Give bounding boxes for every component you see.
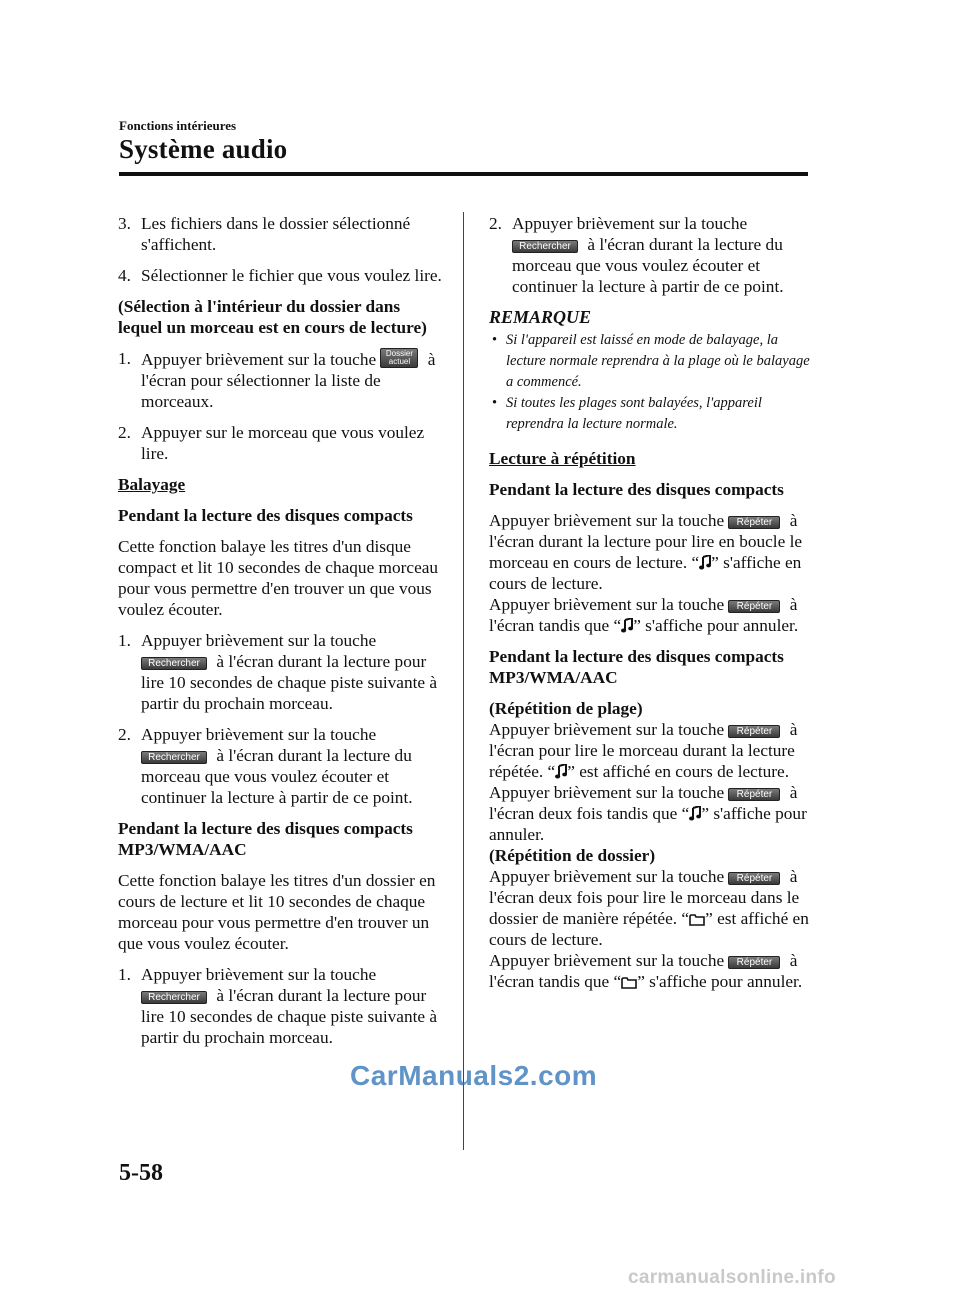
list-item: 1. Appuyer brièvement sur la touche Rechercher à l'écran durant la lecture pour lire 10 secondes de chaque piste suivante à partir du prochain morceau.	[118, 965, 438, 1047]
repeter-button[interactable]: Répéter	[728, 872, 780, 885]
list-item: 1. Appuyer brièvement sur la touche Rechercher à l'écran durant la lecture pour lire 10 secondes de chaque piste suivante à partir du prochain morceau.	[118, 631, 438, 713]
list-item: 2. Appuyer brièvement sur la touche Rechercher à l'écran durant la lecture du morceau que vous voulez écouter et continuer la lecture à partir de ce point.	[489, 214, 784, 296]
list-item: 4. Sélectionner le fichier que vous voulez lire.	[118, 266, 442, 285]
repetition-heading: Lecture à répétition	[489, 449, 636, 468]
list-item: 2. Appuyer sur le morceau que vous voulez lire.	[118, 423, 425, 463]
repeter-button[interactable]: Répéter	[728, 725, 780, 738]
header-rule	[119, 172, 808, 176]
note-item: • Si toutes les plages sont balayées, l'appareil reprendra la lecture normale.	[492, 395, 762, 432]
plage-repeat-cancel: Appuyer brièvement sur la touche Répéter à l'écran deux fois tandis que “ ” s'affiche pour annuler.	[489, 783, 807, 844]
right-column	[489, 213, 815, 992]
cd-repeat-heading: Pendant la lecture des disques compacts	[489, 480, 784, 499]
note-item: • Si l'appareil est laissé en mode de balayage, la lecture normale reprendra à la plage où le balayage a commencé.	[492, 332, 810, 390]
selection-heading: (Sélection à l'intérieur du dossier dans lequel un morceau est en cours de lecture)	[118, 297, 427, 337]
music-note-icon	[699, 555, 711, 570]
footer-logo: carmanualsonline.info	[628, 1267, 836, 1288]
plage-repeat-text: Appuyer brièvement sur la touche Répéter à l'écran pour lire le morceau durant la lecture répétée. “ ” est affiché en cours de lecture.	[489, 720, 798, 781]
rechercher-button[interactable]: Rechercher	[141, 657, 207, 670]
folder-icon	[621, 976, 637, 989]
rechercher-button[interactable]: Rechercher	[141, 751, 207, 764]
column-divider	[463, 212, 464, 1150]
mp3-heading: Pendant la lecture des disques compacts MP3/WMA/AAC	[118, 819, 413, 859]
list-item: 2. Appuyer brièvement sur la touche Rechercher à l'écran durant la lecture du morceau que vous voulez écouter et continuer la lecture à partir de ce point.	[118, 725, 413, 807]
mp3-description: Cette fonction balaye les titres d'un dossier en cours de lecture et lit 10 secondes de chaque morceau pour vous permettre d'en trouver un que vous voulez écouter.	[118, 871, 436, 953]
page-title: Système audio	[119, 134, 288, 164]
music-note-icon	[621, 618, 633, 633]
list-item: 3. Les fichiers dans le dossier sélectionné s'affichent.	[118, 214, 411, 254]
rechercher-button[interactable]: Rechercher	[141, 991, 207, 1004]
repeter-button[interactable]: Répéter	[728, 600, 780, 613]
watermark: CarManuals2.com	[350, 1060, 598, 1091]
music-note-icon	[555, 764, 567, 779]
cd-repeat-text: Appuyer brièvement sur la touche Répéter à l'écran durant la lecture pour lire en boucle le morceau en cours de lecture. “ ” s'affiche en cours de lecture.	[489, 511, 803, 593]
dossier-repeat-text: Appuyer brièvement sur la touche Répéter à l'écran deux fois pour lire le morceau dans le dossier de manière répétée. “ ” est affiché en cours de lecture.	[489, 867, 809, 949]
mp3-repeat-heading: Pendant la lecture des disques compacts MP3/WMA/AAC	[489, 647, 784, 687]
dossier-actuel-button[interactable]: Dossier actuel	[380, 348, 418, 368]
folder-icon	[689, 913, 705, 926]
cd-repeat-cancel: Appuyer brièvement sur la touche Répéter à l'écran tandis que “ ” s'affiche pour annuler.	[489, 595, 799, 635]
section-label: Fonctions intérieures	[119, 118, 237, 133]
music-note-icon	[689, 806, 701, 821]
cd-heading: Pendant la lecture des disques compacts	[118, 506, 413, 525]
dossier-repeat-cancel: Appuyer brièvement sur la touche Répéter à l'écran tandis que “ ” s'affiche pour annuler.	[489, 951, 803, 991]
note-list	[489, 330, 815, 435]
repeter-button[interactable]: Répéter	[728, 788, 780, 801]
repeter-button[interactable]: Répéter	[728, 516, 780, 529]
list-item: 1. Appuyer brièvement sur la touche Dossier actuel à l'écran pour sélectionner la liste de morceaux.	[118, 349, 436, 411]
page-number: 5-58	[119, 1160, 163, 1186]
plage-heading: (Répétition de plage)	[489, 699, 643, 718]
rechercher-button[interactable]: Rechercher	[512, 240, 578, 253]
dossier-heading: (Répétition de dossier)	[489, 846, 656, 865]
balayage-heading: Balayage	[118, 475, 186, 494]
left-column	[118, 213, 448, 1058]
repeter-button[interactable]: Répéter	[728, 956, 780, 969]
cd-description: Cette fonction balaye les titres d'un disque compact et lit 10 secondes de chaque morceau pour vous permettre d'en trouver un que vous voulez écouter.	[118, 537, 439, 619]
remarque-heading: REMARQUE	[489, 307, 592, 327]
